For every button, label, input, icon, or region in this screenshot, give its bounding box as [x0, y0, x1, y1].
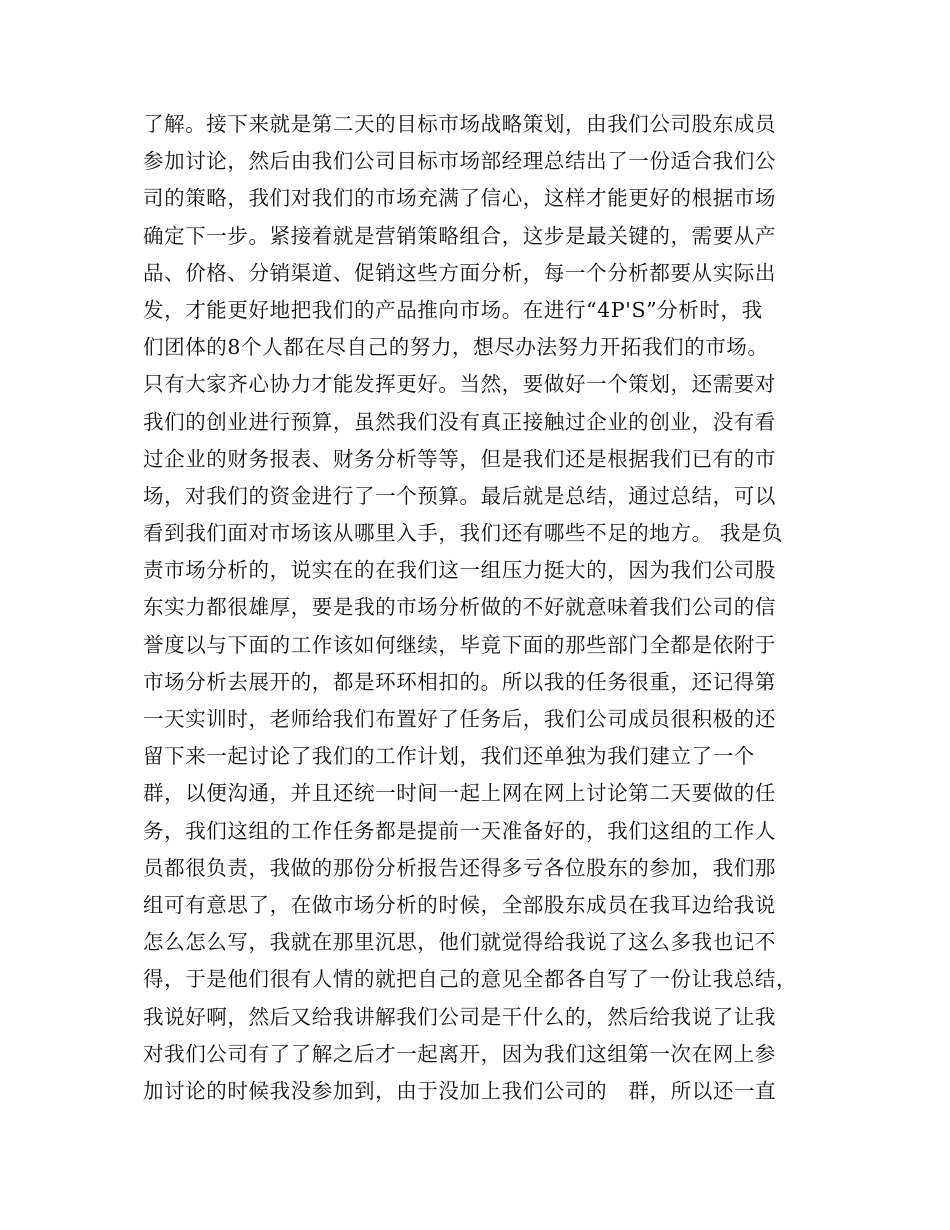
text-line: 发，才能更好地把我们的产品推向市场。在进行“4P'S”分析时，我 [143, 297, 763, 322]
body-text [143, 106, 823, 1110]
text-line: 司的策略，我们对我们的市场充满了信心，这样才能更好的根据市场 [143, 186, 776, 211]
text-line: 我们的创业进行预算，虽然我们没有真正接触过企业的创业，没有看 [143, 409, 776, 434]
text-line: 我说好啊，然后又给我讲解我们公司是干什么的，然后给我说了让我 [143, 1004, 776, 1029]
text-line: 过企业的财务报表、财务分析等等，但是我们还是根据我们已有的市 [143, 446, 776, 471]
text-line: 群，以便沟通，并且还统一时间一起上网在网上讨论第二天要做的任 [143, 781, 776, 806]
text-line: 确定下一步。紧接着就是营销策略组合，这步是最关键的，需要从产 [143, 223, 776, 248]
text-line: 东实力都很雄厚，要是我的市场分析做的不好就意味着我们公司的信 [143, 595, 776, 620]
text-line: 品、价格、分销渠道、促销这些方面分析，每一个分析都要从实际出 [143, 260, 776, 285]
text-line: 参加讨论，然后由我们公司目标市场部经理总结出了一份适合我们公 [143, 149, 776, 174]
text-line: 只有大家齐心协力才能发挥更好。当然，要做好一个策划，还需要对 [143, 372, 776, 397]
text-line: 员都很负责，我做的那份分析报告还得多亏各位股东的参加，我们那 [143, 855, 776, 880]
text-line: 市场分析去展开的，都是环环相扣的。所以我的任务很重，还记得第 [143, 669, 776, 694]
text-line: 务，我们这组的工作任务都是提前一天准备好的，我们这组的工作人 [143, 818, 776, 843]
text-line: 责市场分析的，说实在的在我们这一组压力挺大的，因为我们公司股 [143, 558, 776, 583]
text-line: 对我们公司有了了解之后才一起离开，因为我们这组第一次在网上参 [143, 1041, 776, 1066]
text-line: 得，于是他们很有人情的就把自己的意见全都各自写了一份让我总结， [143, 967, 798, 992]
text-line: 场，对我们的资金进行了一个预算。最后就是总结，通过总结，可以 [143, 483, 776, 508]
text-line: 组可有意思了，在做市场分析的时候，全部股东成员在我耳边给我说 [143, 892, 776, 917]
text-line: 怎么怎么写，我就在那里沉思，他们就觉得给我说了这么多我也记不 [143, 930, 776, 955]
text-line: 留下来一起讨论了我们的工作计划，我们还单独为我们建立了一个 [143, 744, 755, 769]
text-line: 看到我们面对市场该从哪里入手，我们还有哪些不足的地方。 我是负 [143, 521, 784, 546]
text-line: 们团体的8个人都在尽自己的努力，想尽办法努力开拓我们的市场。 [143, 335, 769, 360]
text-line: 了解。接下来就是第二天的目标市场战略策划，由我们公司股东成员 [143, 112, 776, 136]
text-line: 一天实训时，老师给我们布置好了任务后，我们公司成员很积极的还 [143, 707, 776, 731]
text-line: 誉度以与下面的工作该如何继续，毕竟下面的那些部门全都是依附于 [143, 632, 776, 657]
text-line: 加讨论的时候我没参加到，由于没加上我们公司的 群，所以还一直 [143, 1078, 777, 1103]
